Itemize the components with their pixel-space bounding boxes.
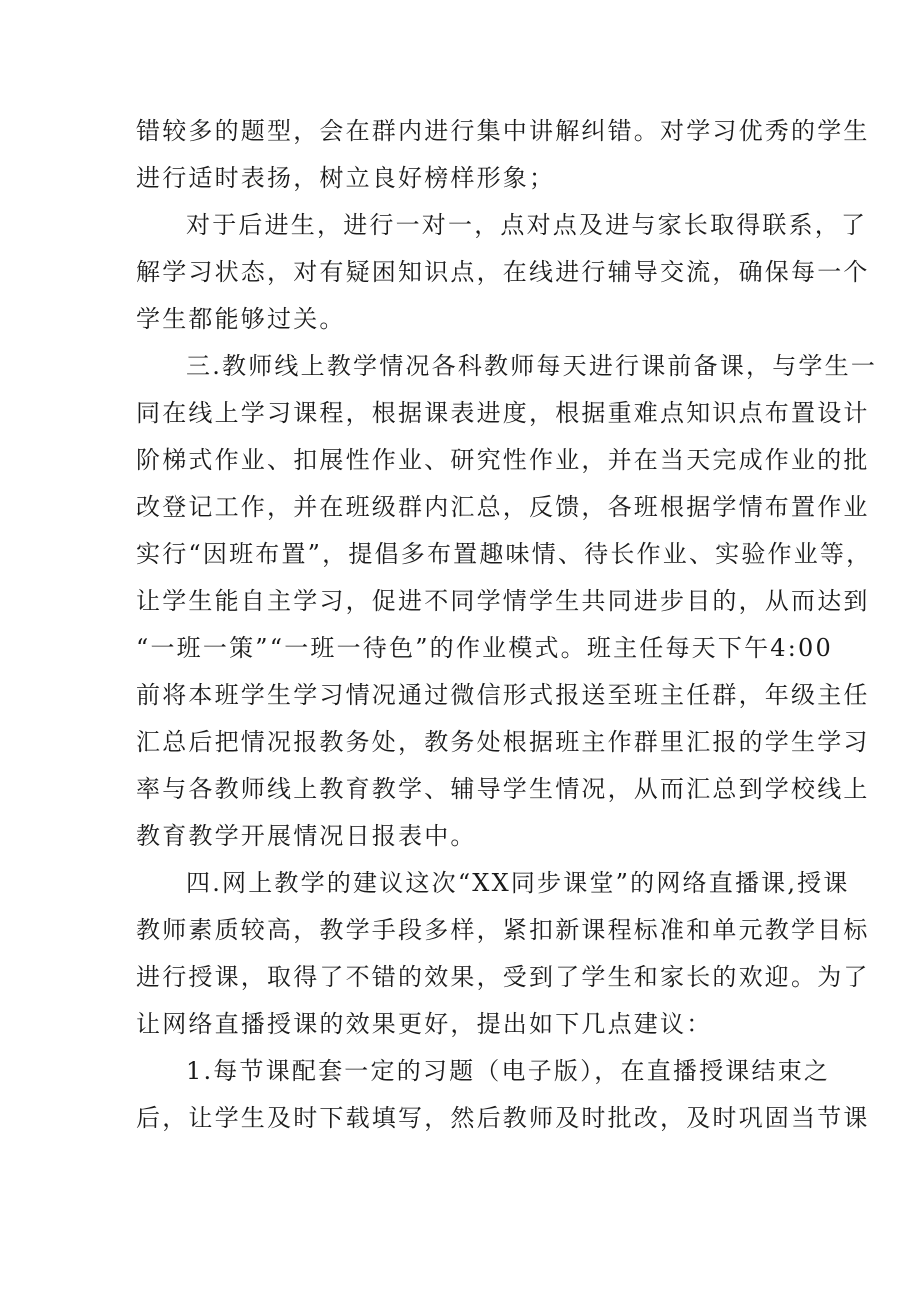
text-line: 学生都能够过关。 xyxy=(136,305,346,333)
text-line: 率与各教师线上教育教学、辅导学生情况，从而汇总到学校线上 xyxy=(136,775,870,803)
text-line: 前将本班学生学习情况通过微信形式报送至班主任群，年级主任 xyxy=(136,681,870,709)
text-line: 汇总后把情况报教务处，教务处根据班主作群里汇报的学生学习 xyxy=(136,728,870,756)
paragraph xyxy=(136,1048,870,1142)
paragraph xyxy=(136,108,870,202)
text-line: 让网络直播授课的效果更好，提出如下几点建议： xyxy=(136,1010,713,1038)
paragraph xyxy=(136,202,870,343)
text-line: 同在线上学习课程，根据课表进度，根据重难点知识点布置设计 xyxy=(136,399,870,427)
text-line: 进行授课，取得了不错的效果，受到了学生和家长的欢迎。为了 xyxy=(136,963,870,991)
text-line: 四.网上教学的建议这次“XX同步课堂”的网络直播课,授课 xyxy=(186,869,850,897)
text-line: 错较多的题型，会在群内进行集中讲解纠错。对学习优秀的学生 xyxy=(136,117,870,145)
text-line: 进行适时表扬，树立良好榜样形象； xyxy=(136,164,556,192)
text-line: 教育教学开展情况日报表中。 xyxy=(136,822,477,850)
text-line: 三.教师线上教学情况各科教师每天进行课前备课，与学生一 xyxy=(186,352,878,380)
text-line: 后，让学生及时下载填写，然后教师及时批改，及时巩固当节课 xyxy=(136,1104,870,1132)
text-line: 阶梯式作业、扣展性作业、研究性作业，并在当天完成作业的批 xyxy=(136,446,870,474)
text-line: 让学生能自主学习，促进不同学情学生共同进步目的，从而达到 xyxy=(136,587,870,615)
paragraph xyxy=(136,860,870,1048)
text-line: 1.每节课配套一定的习题（电子版），在直播授课结束之 xyxy=(186,1057,831,1085)
text-line: 实行“因班布置”，提倡多布置趣味情、待长作业、实验作业等， xyxy=(136,540,873,568)
text-line: 对于后进生，进行一对一，点对点及进与家长取得联系，了 xyxy=(186,211,868,239)
text-line: 解学习状态，对有疑困知识点，在线进行辅导交流，确保每一个 xyxy=(136,258,870,286)
text-line: 改登记工作，并在班级群内汇总，反馈，各班根据学情布置作业 xyxy=(136,493,870,521)
text-line: “一班一策”“一班一待色”的作业模式。班主任每天下午4:00 xyxy=(136,634,833,662)
document-body xyxy=(136,108,878,1142)
text-line: 教师素质较高，教学手段多样，紧扣新课程标准和单元教学目标 xyxy=(136,916,870,944)
paragraph xyxy=(136,343,878,860)
